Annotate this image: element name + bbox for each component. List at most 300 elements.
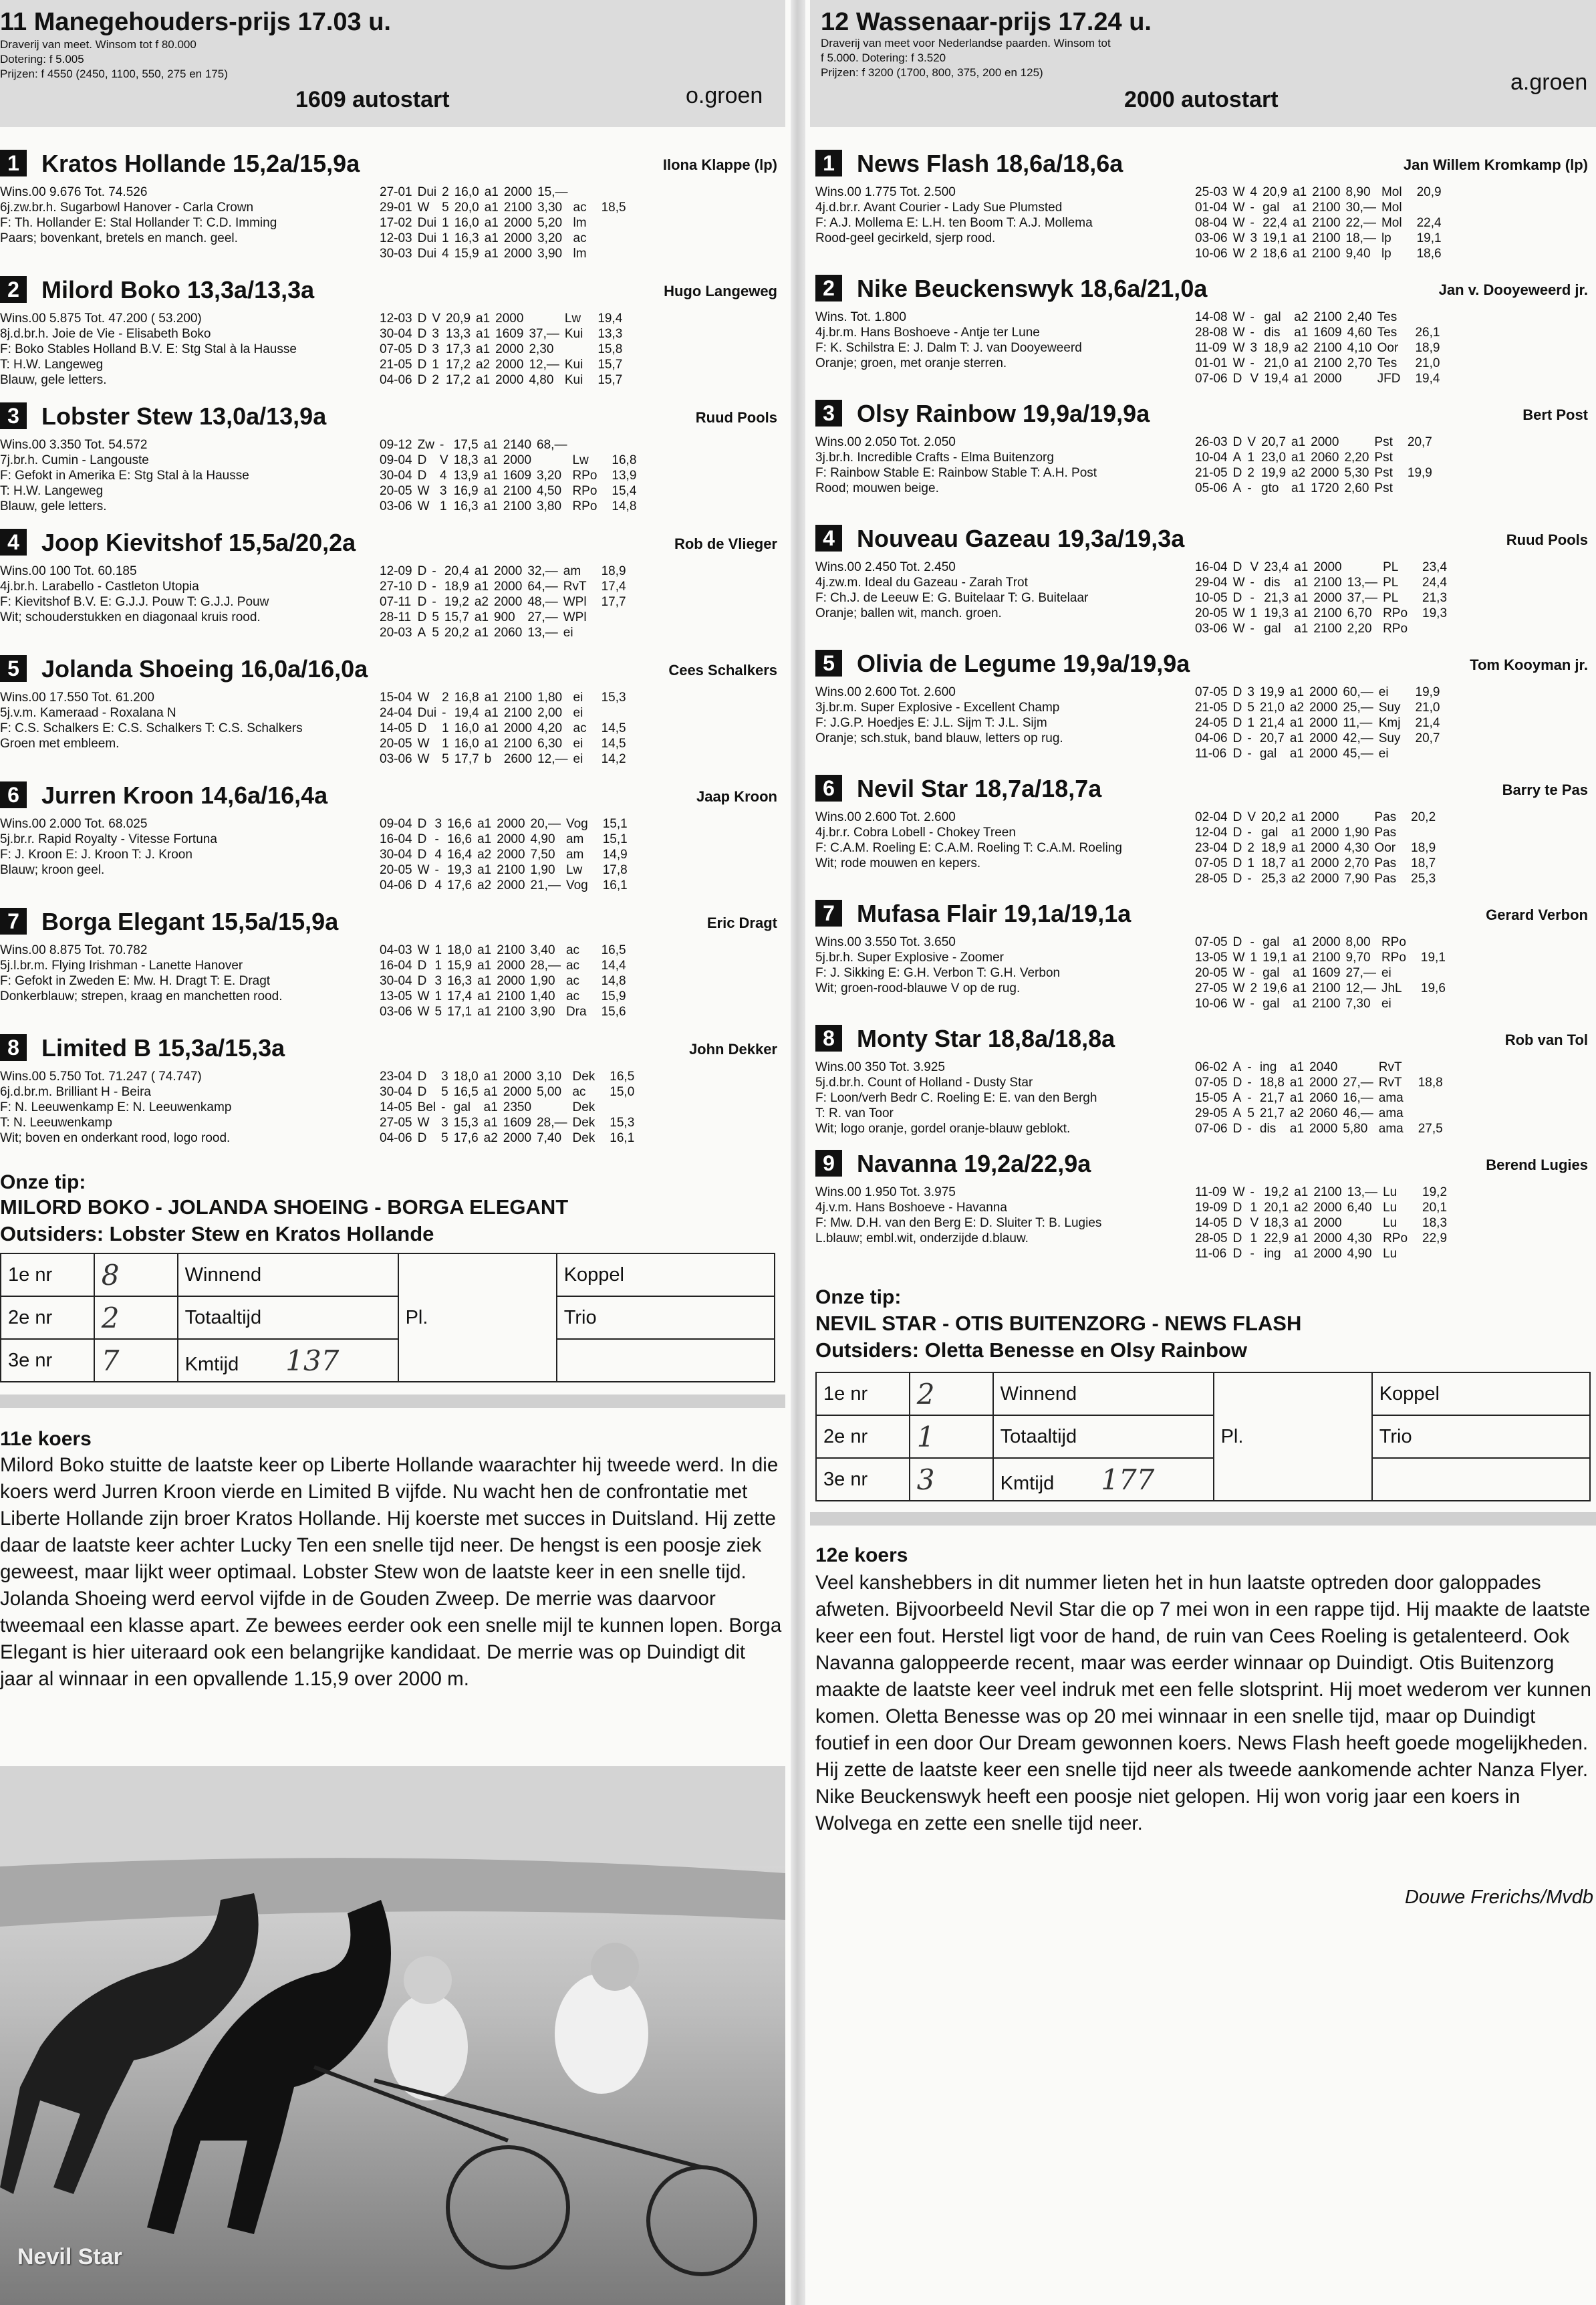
form-cell: 4 xyxy=(434,878,442,892)
form-cell: a1 xyxy=(483,1070,498,1084)
form-cell: 1,90 xyxy=(1344,826,1369,840)
form-cell: a1 xyxy=(476,312,491,326)
form-cell: 2000 xyxy=(1311,435,1339,449)
horse-info-line: Groen met embleem. xyxy=(0,737,120,751)
form-cell: a1 xyxy=(484,216,499,230)
form-cell: gal xyxy=(1264,310,1281,324)
form-cell: Tes xyxy=(1377,310,1398,324)
form-cell: 13,3 xyxy=(597,327,623,341)
form-cell: W xyxy=(417,1116,430,1130)
form-cell: W xyxy=(417,737,430,751)
race-conditions: Draverij van meet voor Nederlandse paarden. Winsom tot xyxy=(821,37,1111,49)
horse-name: Nevil Star 18,7a/18,7a xyxy=(857,775,1102,802)
form-cell: ama xyxy=(1378,1106,1404,1120)
form-cell: A xyxy=(1232,1106,1242,1120)
form-cell: W xyxy=(1232,1185,1245,1199)
section-divider xyxy=(0,1394,785,1408)
form-cell: 28-11 xyxy=(380,610,412,624)
form-cell: 22,9 xyxy=(1264,1231,1289,1245)
form-cell: 18,6 xyxy=(1416,247,1442,261)
form-cell: 14,2 xyxy=(601,752,626,766)
form-cell: 18,0 xyxy=(453,1070,479,1084)
form-row xyxy=(380,1004,632,1019)
form-cell: 12,— xyxy=(537,752,568,766)
horse-info-line: 7j.br.h. Cumin - Langouste xyxy=(0,453,149,467)
form-cell: 16,1 xyxy=(602,878,628,892)
horse-info-line: F: N. Leeuwenkamp E: N. Leeuwenkamp xyxy=(0,1100,232,1114)
form-row xyxy=(380,989,632,1004)
form-cell: 15,1 xyxy=(602,832,628,846)
form-cell: 1609 xyxy=(1312,966,1341,980)
form-cell: a1 xyxy=(1293,185,1307,199)
form-cell: D xyxy=(1232,701,1242,715)
form-cell: a1 xyxy=(1294,606,1309,620)
form-cell: 11-09 xyxy=(1195,1185,1227,1199)
horse-info-line: Wins.00 2.000 Tot. 68.025 xyxy=(0,817,148,831)
form-cell: 16,0 xyxy=(454,721,479,735)
form-row xyxy=(1195,231,1447,246)
form-cell: 1720 xyxy=(1311,481,1339,495)
form-cell: 21,4 xyxy=(1259,716,1285,730)
form-cell: 19,3 xyxy=(1422,606,1448,620)
form-cell: 23,0 xyxy=(1261,451,1287,465)
form-cell: 12-03 xyxy=(380,231,412,245)
form-cell: D xyxy=(417,580,427,594)
form-cell: a2 xyxy=(1291,466,1306,480)
form-cell: ac xyxy=(565,974,580,988)
result-label: 3e nr xyxy=(1,1339,94,1382)
form-cell: V xyxy=(1250,560,1259,574)
form-cell: 2000 xyxy=(1311,856,1339,870)
driver-name: John Dekker xyxy=(688,1041,777,1058)
form-cell: a1 xyxy=(1294,1247,1309,1261)
start-number: 5 xyxy=(0,655,27,682)
horse-info-line: T: H.W. Langeweg xyxy=(0,484,104,498)
form-cell xyxy=(1413,1246,1452,1261)
form-cell: 25,3 xyxy=(1411,872,1436,886)
form-cell: 2000 xyxy=(494,580,523,594)
form-cell: JhL xyxy=(1381,981,1402,995)
form-cell: - xyxy=(1247,1060,1252,1074)
form-cell: ing xyxy=(1259,1060,1277,1074)
driver-name: Rob van Tol xyxy=(1504,1032,1588,1048)
horse-name: Kratos Hollande 15,2a/15,9a xyxy=(41,150,360,177)
horse-info-line: 4j.br.m. Hans Boshoeve - Antje ter Lune xyxy=(815,326,1040,340)
form-cell: a2 xyxy=(1289,701,1305,715)
form-cell: D xyxy=(1232,560,1242,574)
horse-info-line: Blauw, gele letters. xyxy=(0,373,107,387)
start-number: 3 xyxy=(0,402,27,429)
form-cell: D xyxy=(417,327,427,341)
form-cell: D xyxy=(1232,1122,1242,1136)
form-cell: 2000 xyxy=(1309,685,1338,699)
form-table xyxy=(1195,810,1441,886)
form-cell: a1 xyxy=(1289,731,1305,745)
horse-info xyxy=(0,311,374,388)
form-cell: a1 xyxy=(1289,685,1305,699)
horse-info xyxy=(815,935,1190,996)
form-cell: a1 xyxy=(483,484,498,498)
horse-name: Limited B 15,3a/15,3a xyxy=(41,1034,285,1062)
horse-info xyxy=(815,810,1190,871)
form-cell: 30-04 xyxy=(380,469,412,483)
result-row xyxy=(816,1458,1590,1501)
form-cell: - xyxy=(441,1100,446,1114)
form-row xyxy=(1195,1246,1452,1261)
photo-caption: Nevil Star xyxy=(17,2244,122,2270)
form-cell: RvT xyxy=(1378,1076,1402,1090)
form-row xyxy=(380,483,642,499)
driver-name: Eric Dragt xyxy=(706,915,777,931)
form-cell: 12-09 xyxy=(380,564,412,578)
result-label: Pl. xyxy=(1214,1372,1372,1501)
horse-entry xyxy=(815,1134,1596,1259)
form-cell: 37,— xyxy=(529,327,559,341)
form-cell: a1 xyxy=(484,185,499,199)
horse-info-line: Wins.00 3.350 Tot. 54.572 xyxy=(0,438,148,452)
form-cell: 20,7 xyxy=(1407,435,1432,449)
form-cell: 2000 xyxy=(497,878,525,892)
form-cell: 17,7 xyxy=(601,595,626,609)
form-row xyxy=(380,878,633,893)
form-cell: 18,7 xyxy=(1261,856,1287,870)
form-cell: 9,70 xyxy=(1345,951,1371,965)
form-cell: 07-11 xyxy=(380,595,412,609)
form-cell: ei xyxy=(563,626,573,640)
form-row xyxy=(380,357,628,372)
form-cell: 19,3 xyxy=(447,863,473,877)
form-table xyxy=(1195,1185,1452,1261)
form-cell: a1 xyxy=(1293,935,1307,949)
form-cell: 07-06 xyxy=(1195,372,1228,386)
form-cell: 68,— xyxy=(537,438,567,452)
form-cell: 21,— xyxy=(530,878,561,892)
form-cell: 2100 xyxy=(503,499,532,513)
horse-name: Jolanda Shoeing 16,0a/16,0a xyxy=(41,655,368,683)
form-cell: ac xyxy=(572,1085,586,1099)
form-cell: 3 xyxy=(432,342,439,356)
form-cell: 2060 xyxy=(1309,1106,1338,1120)
form-cell: a1 xyxy=(483,438,498,452)
form-cell: - xyxy=(1250,966,1254,980)
form-cell: a1 xyxy=(1293,247,1307,261)
form-cell: 4,90 xyxy=(530,832,555,846)
form-cell: Bel xyxy=(417,1100,436,1114)
horse-info-line: Oranje; ballen wit, manch. groen. xyxy=(815,606,1002,620)
form-cell: 2000 xyxy=(1313,560,1342,574)
form-cell: 46,— xyxy=(1343,1106,1373,1120)
form-cell: 1 xyxy=(1250,951,1258,965)
form-cell: 3 xyxy=(434,974,442,988)
form-cell: W xyxy=(417,691,430,705)
form-cell: W xyxy=(417,499,430,513)
form-cell: 11-06 xyxy=(1195,747,1227,761)
form-cell: 16,5 xyxy=(453,1085,479,1099)
form-cell: 2000 xyxy=(1311,466,1339,480)
form-row xyxy=(1195,1106,1448,1121)
form-row xyxy=(380,973,632,989)
form-cell: 7,50 xyxy=(530,848,555,862)
form-cell: a1 xyxy=(1289,716,1305,730)
horse-info-line: F: J. Sikking E: G.H. Verbon T: G.H. Verbon xyxy=(815,966,1061,980)
horse-entry xyxy=(815,509,1596,634)
race-photo xyxy=(0,1766,785,2305)
horse-info-line: Wins. Tot. 1.800 xyxy=(815,310,906,324)
form-cell: D xyxy=(1232,810,1242,824)
form-cell: D xyxy=(417,564,427,578)
result-empty xyxy=(557,1339,775,1382)
form-cell: 2000 xyxy=(1312,935,1341,949)
form-cell: V xyxy=(439,453,448,467)
form-cell xyxy=(1347,560,1383,575)
driver-name: Berend Lugies xyxy=(1486,1157,1588,1173)
horse-info-line: Wins.00 2.600 Tot. 2.600 xyxy=(815,810,956,824)
form-cell: 19,9 xyxy=(1261,466,1287,480)
horse-info-line: Paars; bovenkant, bretels en manch. geel. xyxy=(0,231,238,245)
driver-name: Tom Kooyman jr. xyxy=(1470,656,1588,673)
horse-info-line: 4j.d.br.r. Avant Courier - Lady Sue Plumsted xyxy=(815,201,1063,215)
form-cell: 20,2 xyxy=(1411,810,1436,824)
horse-info-line: Wit; schouderstukken en diagonaal kruis rood. xyxy=(0,610,261,624)
form-cell: a1 xyxy=(484,691,499,705)
form-cell: 2000 xyxy=(495,342,524,356)
form-cell: a1 xyxy=(483,453,498,467)
form-cell: D xyxy=(1232,826,1242,840)
form-cell: 7,40 xyxy=(537,1131,562,1145)
form-cell: 13-05 xyxy=(1195,951,1228,965)
form-cell: W xyxy=(1232,231,1245,245)
form-cell: 3 xyxy=(439,484,447,498)
form-cell: a1 xyxy=(477,974,492,988)
form-cell: 30-04 xyxy=(380,1085,412,1099)
form-row xyxy=(380,200,632,215)
form-cell: ac xyxy=(565,989,580,1003)
horse-info-line: F: Rainbow Stable E: Rainbow Stable T: A.H. Post xyxy=(815,466,1097,480)
form-cell: 21,7 xyxy=(1259,1106,1285,1120)
form-cell: 10-06 xyxy=(1195,247,1228,261)
form-row xyxy=(1195,575,1452,590)
form-cell: 13,— xyxy=(1347,1185,1378,1199)
horse-info-line: T: R. van Toor xyxy=(815,1106,894,1120)
horse-entry xyxy=(815,134,1596,259)
koers-text: Veel kanshebbers in dit nummer lieten het in hun laatste optreden door galoppades afweten. Bijvoorbeeld Nevil Star die op 7 mei won in een rappe tijd. Hij maakte de laatste keer een fout. Herstel ligt voor de hand, de ruin van Cees Roeling is getalenteerd. Ook Navanna galoppeerde recent, maar was eerder winnaar op Duindigt. Otis Buitenzorg maakte de laatste keer veel indruk met een felle slotsprint. Hij moet wederom ver kunnen komen. Oletta Benesse was op 20 mei winnaar in een snelle tijd, maar op Duindigt foutief in een door Our Dream gewonnen koers. News Flash heeft goede mogelijkheden. Hij zette de laatste keer een snelle tijd neer als tweede aankomende achter Nanza Flyer. Nike Beuckenswyk heeft een poosje niet gelopen. Hij won vorig jaar een koers in Wolvega en zette een snelle tijd neer. xyxy=(815,1572,1591,1834)
horse-name: Joop Kievitshof 15,5a/20,2a xyxy=(41,529,356,556)
form-cell: ac xyxy=(565,959,580,973)
horse-info-line: Wins.00 2.450 Tot. 2.450 xyxy=(815,560,956,574)
form-cell: 2000 xyxy=(503,721,533,735)
start-number: 3 xyxy=(815,400,842,427)
form-cell: Dek xyxy=(572,1100,595,1114)
form-table xyxy=(380,1069,640,1146)
form-cell: a1 xyxy=(1294,576,1309,590)
form-cell: 2,20 xyxy=(1344,451,1369,465)
horse-info-line: Wins.00 9.676 Tot. 74.526 xyxy=(0,185,148,199)
form-cell: Pst xyxy=(1374,451,1393,465)
form-cell: Mol xyxy=(1381,216,1402,230)
form-cell: 21,7 xyxy=(1259,1091,1285,1105)
form-cell: 20,7 xyxy=(1415,731,1440,745)
form-cell: 27-01 xyxy=(380,185,412,199)
race-prizes: Prijzen: f 3200 (1700, 800, 375, 200 en 125) xyxy=(821,66,1043,79)
form-table xyxy=(380,690,632,767)
start-number: 7 xyxy=(815,900,842,927)
form-cell: 4,80 xyxy=(529,373,554,387)
start-number: 6 xyxy=(815,775,842,802)
form-cell: 18,9 xyxy=(601,564,626,578)
horse-info-line: 6j.d.br.m. Brilliant H - Beira xyxy=(0,1085,151,1099)
form-cell: 2000 xyxy=(1311,810,1339,824)
form-cell: 27-05 xyxy=(1195,981,1228,995)
result-row xyxy=(1,1296,775,1339)
form-row xyxy=(380,468,642,483)
form-cell: 2,70 xyxy=(1347,356,1372,370)
form-cell xyxy=(592,215,632,231)
form-cell: Pas xyxy=(1374,810,1397,824)
form-row xyxy=(1195,185,1447,200)
horse-entry xyxy=(0,386,785,513)
form-cell: W xyxy=(1232,247,1245,261)
horse-info xyxy=(815,1060,1190,1136)
form-cell: W xyxy=(1232,622,1245,636)
form-cell: a2 xyxy=(483,1131,498,1145)
form-cell: 4,50 xyxy=(537,484,562,498)
form-cell: a1 xyxy=(1291,810,1306,824)
form-cell: Kui xyxy=(564,373,583,387)
form-cell: RvT xyxy=(1378,1060,1402,1074)
form-cell: 16,6 xyxy=(447,817,473,831)
form-cell: 64,— xyxy=(527,580,558,594)
form-cell: a1 xyxy=(477,959,492,973)
form-cell: 26-03 xyxy=(1195,435,1228,449)
form-cell: 2100 xyxy=(1312,951,1341,965)
form-cell: 5 xyxy=(1247,701,1254,715)
form-cell: D xyxy=(417,721,427,735)
form-cell: dis xyxy=(1259,1122,1277,1136)
form-cell: 07-05 xyxy=(1195,935,1228,949)
form-cell: 14,5 xyxy=(601,737,626,751)
form-row xyxy=(1195,685,1445,700)
form-cell: 03-06 xyxy=(380,752,412,766)
form-cell: 2,40 xyxy=(1347,310,1372,324)
form-cell: 2100 xyxy=(1312,247,1341,261)
form-cell: 2000 xyxy=(503,247,533,261)
form-cell: A xyxy=(1232,481,1242,495)
entry-list xyxy=(815,134,1596,1259)
form-cell: 16,6 xyxy=(447,832,473,846)
form-cell: 3 xyxy=(1250,341,1258,355)
form-cell: D xyxy=(1232,1201,1242,1215)
form-row xyxy=(380,579,632,594)
form-cell: 20,9 xyxy=(1262,185,1288,199)
form-cell: - xyxy=(1250,591,1254,605)
start-number: 4 xyxy=(0,529,27,556)
horse-info xyxy=(0,690,374,751)
form-cell: 2000 xyxy=(1309,716,1338,730)
form-cell: D xyxy=(1232,372,1242,386)
form-cell xyxy=(537,453,572,468)
form-cell: 04-06 xyxy=(380,1131,412,1145)
form-cell: D xyxy=(417,959,427,973)
form-cell: a1 xyxy=(1294,1231,1309,1245)
form-cell: D xyxy=(1232,1247,1242,1261)
horse-name: Nouveau Gazeau 19,3a/19,3a xyxy=(857,525,1185,552)
form-cell: 6,70 xyxy=(1347,606,1372,620)
form-cell: a1 xyxy=(1294,372,1309,386)
form-cell: 2100 xyxy=(1313,356,1342,370)
horse-info-line: Wins.00 3.550 Tot. 3.650 xyxy=(815,935,956,949)
form-cell: ei xyxy=(1381,966,1391,980)
form-cell: 2000 xyxy=(503,1085,532,1099)
form-cell xyxy=(1406,310,1445,325)
form-cell: W xyxy=(1232,310,1245,324)
form-cell: W xyxy=(417,484,430,498)
form-cell: W xyxy=(1232,356,1245,370)
form-cell: a1 xyxy=(1293,966,1307,980)
form-cell: gal xyxy=(1264,622,1281,636)
horse-info-line: Wins.00 2.050 Tot. 2.050 xyxy=(815,435,956,449)
form-cell: a1 xyxy=(477,863,492,877)
form-cell: 19,4 xyxy=(597,312,623,326)
form-cell: 07-05 xyxy=(380,342,412,356)
form-cell: 09-04 xyxy=(380,817,412,831)
form-row xyxy=(380,690,632,705)
form-cell: Kui xyxy=(564,327,583,341)
form-cell: D xyxy=(417,595,427,609)
form-cell: 60,— xyxy=(1343,685,1373,699)
form-cell: RPo xyxy=(1383,1231,1408,1245)
result-kmtijd xyxy=(178,1339,398,1382)
form-cell: W xyxy=(1232,326,1245,340)
form-cell: 22,4 xyxy=(1262,216,1288,230)
form-cell: 20-03 xyxy=(380,626,412,640)
form-cell: 4 xyxy=(439,469,447,483)
form-cell: 2000 xyxy=(1313,1247,1342,1261)
form-cell: 1,90 xyxy=(530,974,555,988)
form-cell: 15,6 xyxy=(601,1005,626,1019)
form-cell: 15,9 xyxy=(454,247,479,261)
form-cell: 1 xyxy=(442,216,449,230)
form-cell: 2,30 xyxy=(529,342,554,356)
form-cell: 12-03 xyxy=(380,312,412,326)
race-track-color: o.groen xyxy=(686,83,763,108)
form-cell: a1 xyxy=(484,231,499,245)
result-handwritten: 177 xyxy=(1101,1463,1155,1496)
form-cell: 2000 xyxy=(1309,701,1338,715)
form-cell: 2000 xyxy=(494,595,523,609)
form-cell: 18,8 xyxy=(1418,1076,1443,1090)
form-cell: 2000 xyxy=(1311,841,1339,855)
form-cell: 3,20 xyxy=(537,469,562,483)
form-cell: Pst xyxy=(1374,481,1393,495)
form-cell: - xyxy=(432,580,436,594)
form-cell: W xyxy=(417,1005,430,1019)
author-signature: Douwe Frerichs/Mvdb xyxy=(1404,1887,1593,1908)
result-kmtijd xyxy=(993,1458,1214,1501)
form-cell: D xyxy=(1232,935,1242,949)
form-cell: a1 xyxy=(1293,216,1307,230)
form-cell: 19,2 xyxy=(1422,1185,1448,1199)
tip-main: MILORD BOKO - JOLANDA SHOEING - BORGA ELEGANT xyxy=(0,1195,569,1219)
form-cell: 2100 xyxy=(503,691,533,705)
form-cell: - xyxy=(1247,1076,1252,1090)
result-row xyxy=(1,1253,775,1296)
start-number: 4 xyxy=(815,525,842,552)
form-cell: a1 xyxy=(484,201,499,215)
form-cell: a1 xyxy=(1289,1060,1305,1074)
form-cell: 12,— xyxy=(529,358,559,372)
form-cell: - xyxy=(1250,216,1254,230)
form-cell: 17,4 xyxy=(447,989,473,1003)
